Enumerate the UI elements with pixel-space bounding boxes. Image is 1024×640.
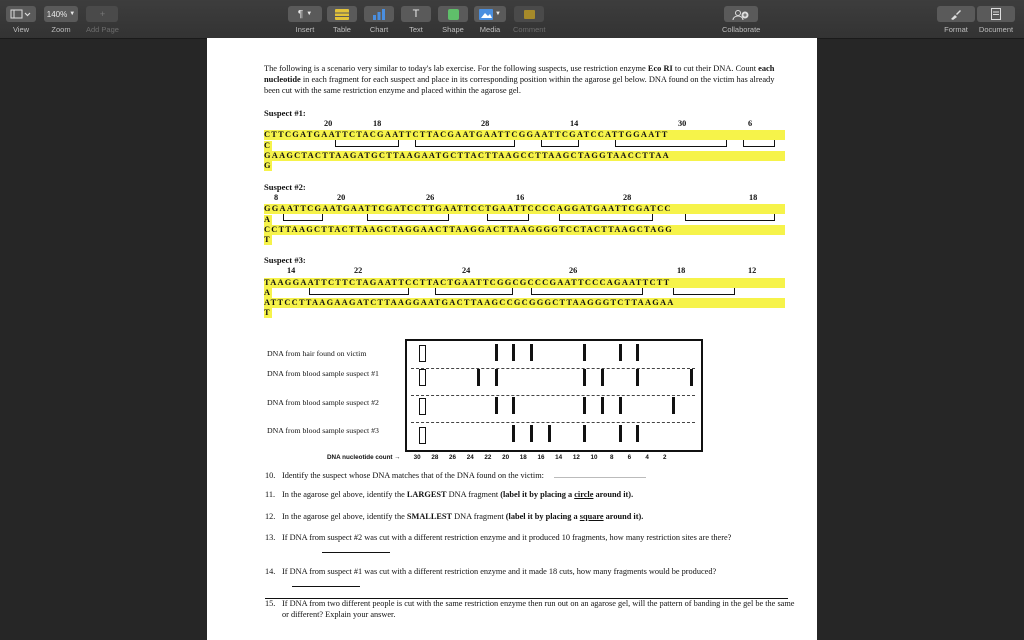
axis-tick-label: 16 <box>537 454 545 461</box>
fragment-count: 12 <box>748 266 757 275</box>
question-text: If DNA from suspect #1 was cut with a different restriction enzyme and it made 18 cuts, how many fragments would be produced? <box>282 567 717 576</box>
add-page-button[interactable] <box>86 6 118 22</box>
gel-band[interactable] <box>619 344 622 361</box>
gel-well <box>419 369 426 386</box>
zoom-label: Zoom <box>51 25 71 34</box>
gel-band[interactable] <box>601 397 604 414</box>
suspect-2-title: Suspect #2: <box>264 182 306 192</box>
agarose-gel[interactable] <box>405 339 703 452</box>
axis-tick-label: 18 <box>519 454 527 461</box>
question-11 <box>265 490 790 501</box>
fragment-count: 28 <box>623 193 632 202</box>
insert-label: Insert <box>295 25 315 34</box>
lane-divider <box>411 395 695 396</box>
fragment-count: 6 <box>748 119 753 128</box>
question-number: 14. <box>265 567 276 576</box>
question-text: DNA fragment <box>452 512 506 521</box>
question-text: In the agarose gel above, identify the <box>282 512 407 521</box>
comment-button[interactable] <box>514 6 544 22</box>
fragment-count: 18 <box>373 119 382 128</box>
fragment-bracket <box>367 214 449 221</box>
dna-top-strand: GGAATTCGAATGAATTCGATCCTTGAATTCCTGAATTCCCCAGGATGAATTCGATCC <box>264 204 785 214</box>
question-text: If DNA from suspect #2 was cut with a different restriction enzyme and it produced 10 fragments, how many restriction sites are there? <box>282 533 732 542</box>
question-text: In the agarose gel above, identify the <box>282 490 407 499</box>
add-page-control[interactable] <box>86 6 119 34</box>
gel-band[interactable] <box>530 425 533 442</box>
gel-band[interactable] <box>512 397 515 414</box>
question-10 <box>265 469 790 482</box>
fragment-count: 20 <box>324 119 333 128</box>
axis-tick-label: 8 <box>609 454 614 461</box>
fragment-bracket <box>531 288 643 295</box>
shape-icon <box>448 9 459 20</box>
axis-tick-label: 20 <box>502 454 510 461</box>
gel-well <box>419 345 426 362</box>
fragment-bracket <box>743 140 775 147</box>
axis-tick-label: 26 <box>449 454 457 461</box>
media-icon <box>479 9 493 20</box>
gel-band[interactable] <box>601 369 604 386</box>
question-13 <box>265 533 802 556</box>
question-emphasis: LARGEST <box>406 490 447 499</box>
fragment-count: 24 <box>462 266 471 275</box>
document-label: Document <box>978 25 1014 34</box>
view-label: View <box>12 25 30 34</box>
gel-band[interactable] <box>477 369 480 386</box>
answer-blank[interactable] <box>292 578 360 587</box>
zoom-value: 140% <box>46 9 68 19</box>
dna-bottom-strand: ATTCCTTAAGAAGATCTTAAGGAATGACTTAAGCCGCGGGCTTAAGGGTCTTAAGAA <box>264 298 785 308</box>
axis-tick-label: 12 <box>572 454 580 461</box>
dna-top-strand: CTTCGATGAATTCTACGAATTCTTACGAATGAATTCGGAATTCGATCCATTGGAATT <box>264 130 785 140</box>
document-icon <box>991 8 1001 20</box>
table-icon <box>335 9 349 20</box>
chevron-down-icon: ▼ <box>495 11 501 17</box>
add-page-label: Add Page <box>86 25 119 34</box>
fragment-bracket <box>685 214 775 221</box>
chart-button[interactable] <box>364 6 394 22</box>
zoom-select[interactable] <box>44 6 78 22</box>
format-button[interactable] <box>937 6 975 22</box>
gel-band[interactable] <box>495 369 498 386</box>
insert-control[interactable] <box>288 6 322 34</box>
lane-label: DNA from blood sample suspect #3 <box>267 426 379 435</box>
gel-well <box>419 398 426 415</box>
shape-label: Shape <box>442 25 464 34</box>
gel-band[interactable] <box>583 397 586 414</box>
fragment-count: 22 <box>354 266 363 275</box>
collaborate-button[interactable] <box>724 6 758 22</box>
gel-band[interactable] <box>636 425 639 442</box>
fragment-bracket <box>559 214 653 221</box>
question-number: 15. <box>265 599 276 608</box>
gel-band[interactable] <box>495 397 498 414</box>
gel-band[interactable] <box>636 344 639 361</box>
gel-band[interactable] <box>583 425 586 442</box>
lane-label: DNA from blood sample suspect #2 <box>267 398 379 407</box>
axis-tick-label: 22 <box>484 454 492 461</box>
collaborate-label: Collaborate <box>722 25 761 34</box>
question-text: DNA fragment <box>446 490 501 499</box>
axis-tick-label: 24 <box>466 454 474 461</box>
fragment-count: 28 <box>481 119 490 128</box>
dna-top-wrap: C <box>264 141 271 150</box>
intro-emphasis: each nucleotide <box>264 64 775 84</box>
fragment-bracket <box>487 214 529 221</box>
gel-band[interactable] <box>495 344 498 361</box>
gel-band[interactable] <box>690 369 693 386</box>
dna-bottom-wrap: T <box>264 235 272 245</box>
fragment-count: 20 <box>337 193 346 202</box>
question-14 <box>265 567 772 590</box>
paintbrush-icon <box>950 9 962 20</box>
chevron-down-icon: ▼ <box>306 11 313 17</box>
axis-tick-label: 4 <box>645 454 649 461</box>
text-button[interactable] <box>401 6 431 22</box>
intro-text: in each fragment for each suspect and place in its corresponding position within the agarose gel below. DNA found on the victim has already been cut with the same restriction enzyme and placed within the agarose gel. <box>264 75 775 95</box>
fragment-count: 30 <box>678 119 687 128</box>
format-label: Format <box>944 25 968 34</box>
lane-label: DNA from blood sample suspect #1 <box>267 369 379 378</box>
media-control[interactable] <box>474 6 506 34</box>
lane-divider <box>411 422 695 423</box>
axis-ticks <box>408 454 673 461</box>
answer-blank[interactable] <box>322 544 390 553</box>
gel-band[interactable] <box>530 344 533 361</box>
answer-blank[interactable] <box>554 469 646 478</box>
format-control[interactable] <box>937 6 975 34</box>
toolbar <box>0 0 1024 39</box>
dna-bottom-strand: GAAGCTACTTAAGATGCTTAAGAATGCTTACTTAAGCCTTAAGCTAGGTAACCTTAA <box>264 151 785 161</box>
dna-top-wrap: A <box>264 215 271 224</box>
nucleotide-axis <box>327 454 674 461</box>
shape-button[interactable] <box>438 6 468 22</box>
fragment-bracket <box>283 214 323 221</box>
fragment-bracket <box>335 140 399 147</box>
axis-tick-label: 10 <box>590 454 598 461</box>
table-label: Table <box>333 25 351 34</box>
suspect-3-title: Suspect #3: <box>264 255 306 265</box>
document-button[interactable] <box>977 6 1015 22</box>
dna-bottom-wrap: G <box>264 161 271 170</box>
fragment-bracket <box>309 288 409 295</box>
fragment-count: 8 <box>274 193 279 202</box>
gel-well <box>419 427 426 444</box>
dna-bottom-strand: CCTTAAGCTTACTTAAGCTAGGAACTTAAGGACTTAAGGGGTCCTACTTAAGCTAGG <box>264 225 785 235</box>
question-instruction: around it). <box>603 512 644 521</box>
paragraph-icon: ¶ <box>297 8 304 20</box>
enzyme-name: Eco RI <box>647 64 673 73</box>
question-12 <box>265 512 790 523</box>
fragment-count: 14 <box>287 266 296 275</box>
question-emphasis: SMALLEST <box>406 512 453 521</box>
lane-divider <box>411 368 695 369</box>
axis-tick-label: 28 <box>431 454 439 461</box>
question-15 <box>265 599 797 620</box>
document-control[interactable] <box>977 6 1015 34</box>
media-button[interactable] <box>474 6 506 22</box>
gel-band[interactable] <box>619 425 622 442</box>
question-instruction: (label it by placing a <box>500 490 575 499</box>
fragment-bracket <box>541 140 579 147</box>
comment-control[interactable] <box>513 6 546 34</box>
table-control[interactable] <box>327 6 357 34</box>
text-icon: T <box>412 8 420 20</box>
gel-band[interactable] <box>672 397 675 414</box>
axis-tick-label: 30 <box>413 454 421 461</box>
text-control[interactable] <box>401 6 431 34</box>
gel-band[interactable] <box>548 425 551 442</box>
fragment-count: 26 <box>569 266 578 275</box>
suspect-1-title: Suspect #1: <box>264 108 306 118</box>
gel-band[interactable] <box>583 344 586 361</box>
chevron-down-icon: ▼ <box>69 11 76 17</box>
sidebar-icon[interactable] <box>6 6 36 22</box>
gel-band[interactable] <box>636 369 639 386</box>
table-button[interactable] <box>327 6 357 22</box>
intro-text: to cut their DNA. Count <box>672 64 759 73</box>
fragment-bracket <box>435 288 513 295</box>
question-text: If DNA from two different people is cut with the same restriction enzyme then run out on an agarose gel, will the pattern of banding in the gel be the same or different? Explain your answer. <box>282 599 795 619</box>
question-instruction: around it). <box>593 490 634 499</box>
gel-band[interactable] <box>619 397 622 414</box>
gel-band[interactable] <box>512 344 515 361</box>
dna-bottom-wrap: T <box>264 308 272 318</box>
question-text: Identify the suspect whose DNA matches that of the DNA found on the victim: <box>282 471 544 480</box>
axis-title: DNA nucleotide count <box>327 454 393 461</box>
text-label: Text <box>409 25 423 34</box>
question-number: 11. <box>265 490 276 499</box>
dna-top-wrap: A <box>264 288 271 297</box>
lane-label: DNA from hair found on victim <box>267 349 367 358</box>
collaborate-icon <box>732 9 750 20</box>
intro-paragraph <box>264 63 784 96</box>
view-control[interactable] <box>6 6 36 34</box>
fragment-count: 14 <box>570 119 579 128</box>
fragment-count: 16 <box>516 193 525 202</box>
insert-button[interactable] <box>288 6 322 22</box>
question-instruction: square <box>579 512 604 521</box>
media-label: Media <box>479 25 501 34</box>
question-number: 12. <box>265 512 276 521</box>
axis-tick-label: 6 <box>627 454 632 461</box>
fragment-bracket <box>415 140 515 147</box>
intro-text: The following is a scenario very similar to today's lab exercise. For the following suspects, use restriction enzyme <box>264 64 648 73</box>
axis-tick-label: 14 <box>555 454 563 461</box>
chart-control[interactable] <box>364 6 394 34</box>
fragment-bracket <box>673 288 735 295</box>
gel-band[interactable] <box>512 425 515 442</box>
question-instruction: circle <box>574 490 594 499</box>
fragment-bracket <box>615 140 727 147</box>
axis-arrow-icon: → <box>394 454 401 461</box>
plus-icon: + <box>99 9 106 19</box>
comment-label: Comment <box>513 25 546 34</box>
question-number: 10. <box>265 471 276 480</box>
fragment-count: 26 <box>426 193 435 202</box>
axis-tick-label: 2 <box>663 454 667 461</box>
chart-label: Chart <box>369 25 389 34</box>
collaborate-control[interactable] <box>722 6 760 34</box>
comment-icon <box>524 10 535 19</box>
dna-top-strand: TAAGGAATTCTTCTAGAATTCCTTACTGAATTCGGCGCCCGAATTCCCAGAATTCTT <box>264 278 785 288</box>
fragment-count: 18 <box>749 193 758 202</box>
chart-icon <box>372 9 386 20</box>
question-number: 13. <box>265 533 276 542</box>
shape-control[interactable] <box>438 6 468 34</box>
fragment-count: 18 <box>677 266 686 275</box>
zoom-control[interactable] <box>44 6 78 34</box>
question-instruction: (label it by placing a <box>505 512 580 521</box>
gel-band[interactable] <box>583 369 586 386</box>
